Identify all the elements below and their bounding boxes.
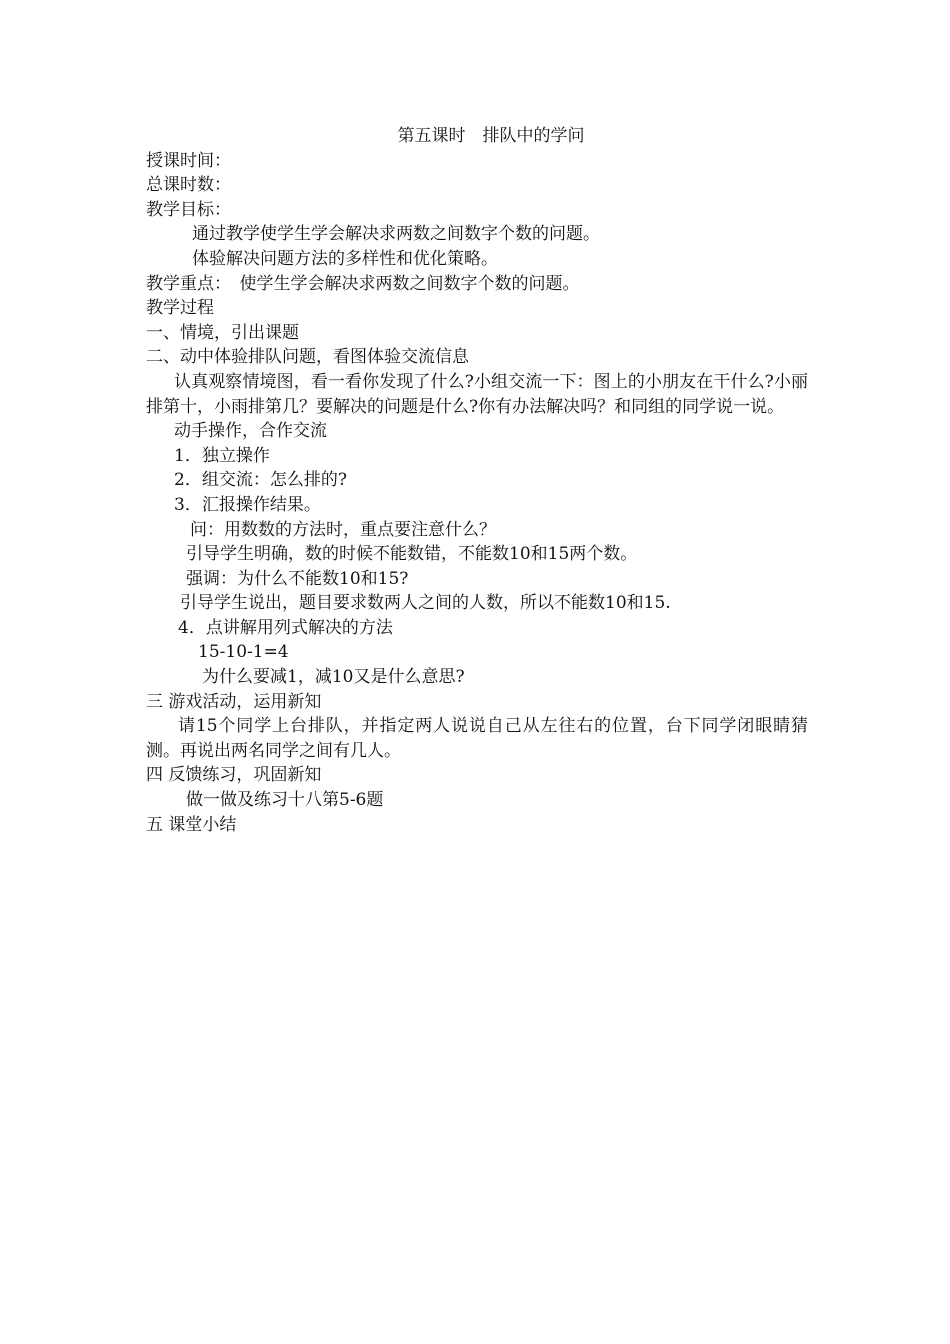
class-time-label: 授课时间：	[146, 150, 231, 171]
total-hours-label: 总课时数：	[146, 175, 231, 196]
section-heading-5: 五 课堂小结	[146, 814, 237, 835]
step-1: 1．独立操作	[174, 445, 270, 466]
formula-line: 15-10-1=4	[198, 642, 289, 663]
section-heading-2: 二、动中体验排队问题，看图体验交流信息	[146, 347, 469, 368]
question-2: 为什么要减1，减10又是什么意思?	[202, 667, 465, 688]
section-heading-4: 四 反馈练习，巩固新知	[146, 765, 322, 786]
guide-2: 引导学生说出，题目要求数两人之间的人数，所以不能数10和15.	[180, 593, 671, 614]
hands-on-line: 动手操作，合作交流	[174, 421, 327, 442]
objective-item-1: 通过教学使学生学会解决求两数之间数字个数的问题。	[192, 224, 600, 245]
practice-line: 做一做及练习十八第5-6题	[186, 790, 384, 811]
section-heading-3: 三 游戏活动，运用新知	[146, 691, 322, 712]
step-2: 2．组交流：怎么排的?	[174, 470, 347, 491]
objective-item-2: 体验解决问题方法的多样性和优化策略。	[192, 248, 498, 269]
observe-paragraph: 认真观察情境图，看一看你发现了什么?小组交流一下：图上的小朋友在干什么?小丽排第十，小雨排第几？要解决的问题是什么?你有办法解决吗？和同组的同学说一说。	[146, 371, 808, 417]
question-1: 问：用数数的方法时，重点要注意什么？	[190, 519, 496, 540]
document-title: 第五课时 排队中的学问	[397, 126, 585, 146]
step-4: 4．点讲解用列式解决的方法	[178, 617, 393, 638]
emphasis-line: 强调：为什么不能数10和15?	[186, 568, 409, 589]
section-heading-1: 一、情境，引出课题	[146, 322, 299, 343]
objectives-heading: 教学目标：	[146, 199, 231, 220]
guide-1: 引导学生明确，数的时候不能数错，不能数10和15两个数。	[186, 544, 638, 565]
document-body	[146, 124, 808, 837]
process-heading: 教学过程	[146, 298, 214, 319]
game-paragraph: 请15个同学上台排队，并指定两人说说自己从左往右的位置，台下同学闭眼睛猜测。再说出两名同学之间有几人。	[146, 716, 808, 761]
step-3: 3．汇报操作结果。	[174, 494, 321, 515]
key-point-line: 教学重点： 使学生学会解决求两数之间数字个数的问题。	[146, 273, 580, 294]
